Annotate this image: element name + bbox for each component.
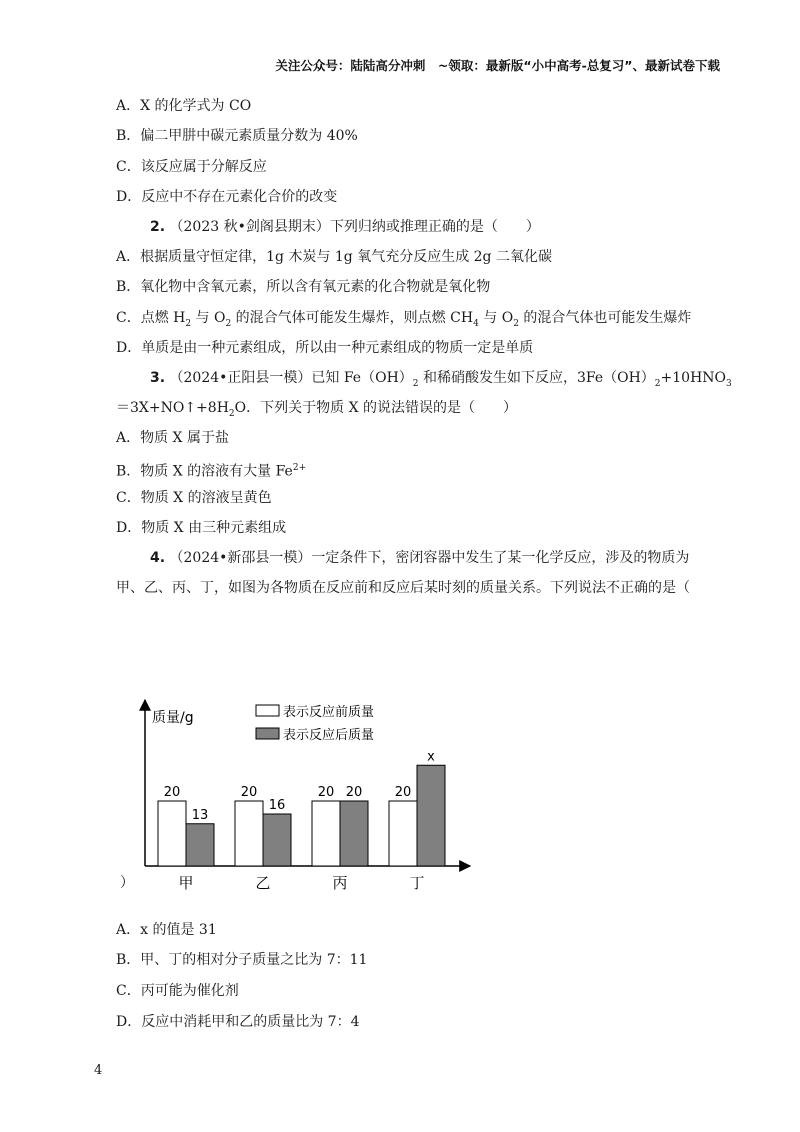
q3-number: 3.: [150, 370, 166, 386]
q3-option-a: A．物质 X 属于盐: [116, 430, 229, 446]
bar-before-3: [312, 801, 340, 866]
bar-after-2: [263, 814, 291, 866]
q1-option-b: B．偏二甲肼中碳元素质量分数为 40%: [116, 128, 358, 144]
q2-c-text: 与 O: [191, 310, 226, 326]
y-axis-label: 质量/g: [152, 710, 194, 726]
q2-stem-text: （2023 秋•剑阁县期末）下列归纳或推理正确的是（ ）: [169, 219, 540, 235]
bar-label-before-1: 20: [163, 785, 181, 800]
q3-b-text: B．物质 X 的溶液有大量 Fe: [116, 463, 293, 480]
q3-stem-sub: 3: [726, 378, 732, 389]
q2-stem: [150, 217, 540, 237]
q4-option-b: B．甲、丁的相对分子质量之比为 7：11: [116, 952, 368, 968]
q2-c-sub: 4: [473, 318, 479, 329]
bar-label-after-1: 13: [191, 807, 209, 823]
q3-stem-text: +10HNO: [660, 370, 727, 386]
q3-stem: [150, 368, 732, 394]
q3-stem-sub: 2: [654, 378, 661, 389]
q2-c-sub: 2: [185, 318, 192, 329]
bar-after-4: [417, 765, 445, 866]
q3-b-sup: 2+: [292, 463, 307, 473]
bar-before-2: [235, 801, 263, 866]
q2-option-c: [116, 308, 691, 334]
q4-option-a: A．x 的值是 31: [116, 922, 217, 938]
page-header: 关注公众号：陆陆高分冲刺 ~领取：最新版“小中高考-总复习”、最新试卷下载: [275, 58, 720, 73]
q3-option-b: [116, 458, 306, 482]
category-label-2: 乙: [255, 874, 271, 892]
q2-c-text: 与 O: [478, 310, 514, 326]
q3-stem-text: 和稀硝酸发生如下反应，3Fe（OH）: [418, 370, 655, 386]
q3-stem-text: （2024•正阳县一模）已知 Fe（OH）: [169, 370, 413, 386]
bar-label-before-4: 20: [394, 785, 412, 800]
legend-after-swatch: [256, 728, 279, 739]
q4-number: 4.: [150, 550, 166, 566]
bar-label-after-4: x: [427, 749, 435, 765]
bar-after-3: [340, 801, 368, 866]
q2-option-b: B．氧化物中含氧元素，所以含有氧元素的化合物就是氧化物: [116, 279, 491, 295]
q3-stem-line2: [116, 398, 517, 424]
legend-before-label: 表示反应前质量: [283, 705, 375, 720]
q2-option-a: A．根据质量守恒定律，1g 木炭与 1g 氧气充分反应生成 2g 二氧化碳: [116, 249, 552, 265]
q3-option-c: C．物质 X 的溶液呈黄色: [116, 490, 272, 506]
q1-option-d: D．反应中不存在元素化合价的改变: [116, 189, 338, 205]
q4-stem-text: （2024•新邵县一模）一定条件下，密闭容器中发生了某一化学反应，涉及的物质为: [169, 550, 690, 566]
q4-close-paren: ）: [120, 875, 134, 891]
q2-c-text: 的混合气体也可能发生爆炸: [518, 310, 692, 326]
bar-before-4: [389, 801, 417, 866]
q3-stem-sub: 2: [412, 378, 419, 389]
category-label-3: 丙: [332, 874, 348, 892]
q2-c-sub: 2: [513, 318, 519, 329]
q4-option-c: C．丙可能为催化剂: [116, 983, 239, 999]
legend-before-swatch: [256, 705, 279, 716]
q3-line2-text: ＝3X+NO↑+8H: [116, 400, 229, 416]
q1-option-c: C．该反应属于分解反应: [116, 159, 267, 175]
q4-stem-line2: 甲、乙、丙、丁，如图为各物质在反应前和反应后某时刻的质量关系。下列说法不正确的是（: [116, 580, 690, 596]
q4-option-d: D．反应中消耗甲和乙的质量比为 7：4: [116, 1014, 360, 1030]
q3-option-d: D．物质 X 由三种元素组成: [116, 520, 287, 536]
category-label-1: 甲: [178, 874, 194, 892]
bar-before-1: [158, 801, 186, 866]
q2-c-text: 的混合气体可能发生爆炸，则点燃 CH: [231, 310, 474, 326]
bar-label-after-3: 20: [345, 785, 363, 800]
legend-after-label: 表示反应后质量: [283, 728, 375, 743]
q2-c-text: C．点燃 H: [116, 310, 186, 326]
q2-option-d: D．单质是由一种元素组成，所以由一种元素组成的物质一定是单质: [116, 340, 534, 356]
q2-number: 2.: [150, 219, 166, 235]
bar-label-after-2: 16: [268, 798, 286, 813]
q1-option-a: A．X 的化学式为 CO: [116, 98, 252, 114]
category-label-4: 丁: [409, 874, 425, 892]
bar-label-before-2: 20: [240, 785, 258, 800]
bar-after-1: [186, 824, 214, 866]
page-number: 4: [94, 1063, 103, 1078]
q3-line2-sub: 2: [228, 408, 235, 419]
q2-c-sub: 2: [225, 318, 232, 329]
q4-stem: [150, 548, 689, 568]
q3-line2-text: O．下列关于物质 X 的说法错误的是（ ）: [234, 400, 517, 416]
bar-label-before-3: 20: [317, 785, 335, 800]
